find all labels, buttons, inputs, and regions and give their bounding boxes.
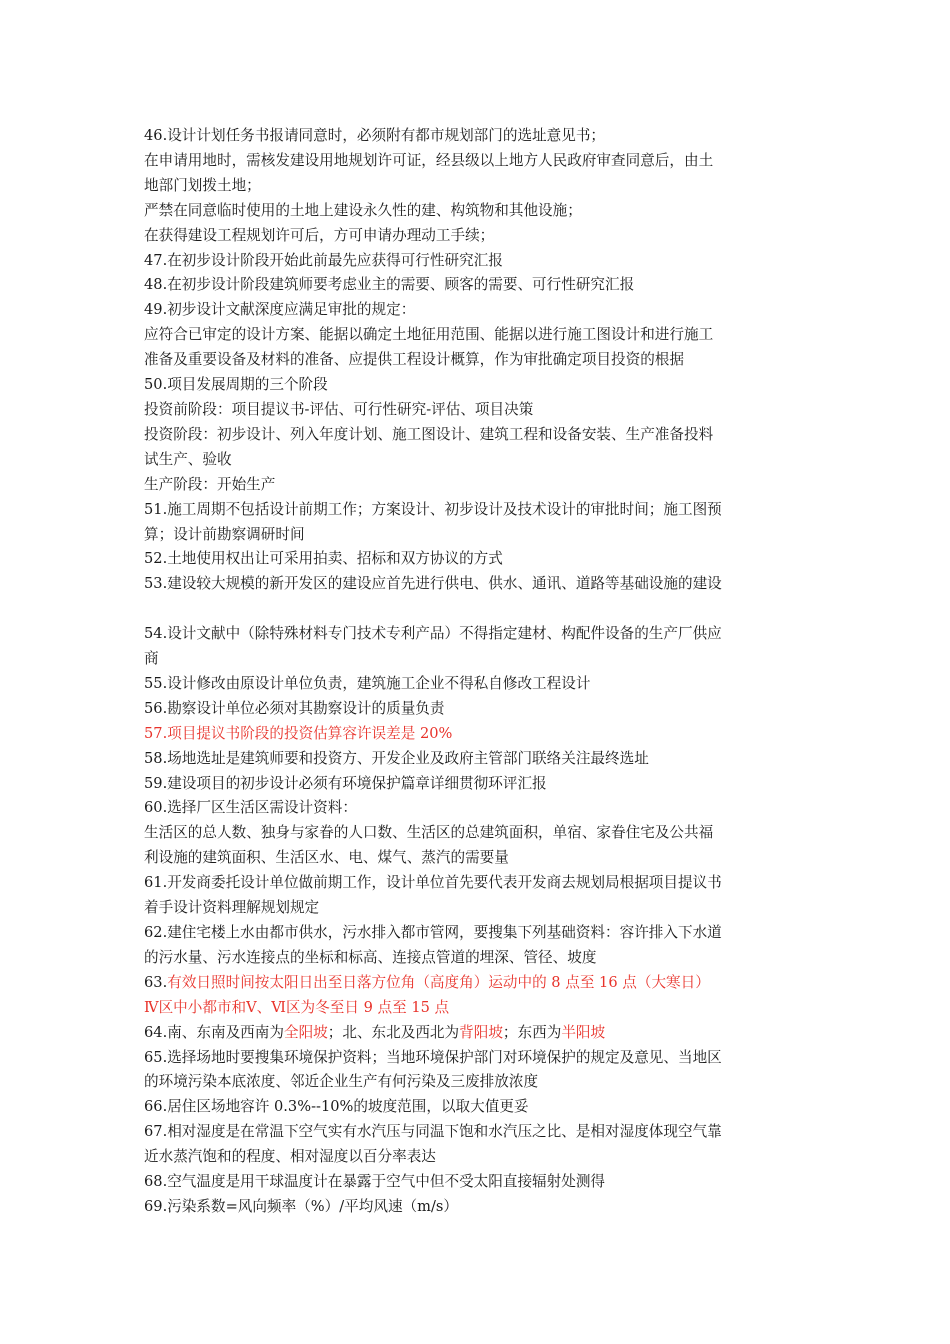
text-segment: 48.在初步设计阶段建筑师要考虑业主的需要、顾客的需要、可行性研究汇报 [144, 276, 635, 294]
text-segment: 在获得建设工程规划许可后，方可申请办理动工手续； [144, 226, 495, 244]
text-segment: 的污水量、污水连接点的坐标和标高、连接点管道的埋深、管径、坡度 [144, 948, 597, 966]
text-line [144, 871, 808, 896]
text-line [144, 373, 808, 398]
text-segment: 的环境污染本底浓度、邻近企业生产有何污染及三废排放浓度 [144, 1073, 539, 1091]
text-line [144, 622, 808, 647]
highlighted-text: 背阳坡 [459, 1023, 503, 1041]
text-segment: ；北、东北及西北为 [327, 1023, 460, 1041]
highlighted-text: Ⅳ区中小都市和Ⅴ、Ⅵ区为冬至日 9 点至 15 点 [144, 998, 450, 1016]
text-line [144, 124, 808, 149]
text-segment: 53.建设较大规模的新开发区的建设应首先进行供电、供水、通讯、道路等基础设施的建设 [144, 575, 722, 593]
blank-line [144, 597, 808, 622]
text-line [144, 473, 808, 498]
highlighted-text: 全阳坡 [283, 1023, 328, 1041]
highlighted-text: 有效日照时间按太阳日出至日落方位角（高度角）运动中的 8 点至 16 点（大寒日） [167, 973, 710, 991]
text-segment: 46.设计计划任务书报请同意时，必须附有都市规划部门的选址意见书； [144, 127, 606, 144]
text-segment: 生活区的总人数、独身与家眷的人口数、生活区的总建筑面积，单宿、家眷住宅及公共福 [144, 824, 714, 842]
text-line [144, 398, 808, 423]
document-page [144, 124, 808, 1220]
text-segment: 60.选择厂区生活区需设计资料： [144, 799, 357, 817]
text-segment: 56.勘察设计单位必须对其勘察设计的质量负责 [144, 699, 445, 717]
text-line [144, 996, 808, 1021]
text-segment: ；东西为 [502, 1023, 562, 1041]
text-segment: 54.设计文献中（除特殊材料专门技术专利产品）不得指定建材、构配件设备的生产厂供应 [144, 625, 722, 643]
text-line [144, 298, 808, 323]
text-line [144, 423, 808, 448]
text-line [144, 523, 808, 548]
text-line [144, 149, 808, 174]
highlighted-text: 项目提议书阶段的投资估算容许误差是 20% [167, 724, 453, 742]
text-segment: 51.施工周期不包括设计前期工作；方案设计、初步设计及技术设计的审批时间；施工图预 [144, 500, 722, 518]
text-line [144, 697, 808, 722]
text-segment: 61.开发商委托设计单位做前期工作，设计单位首先要代表开发商去规划局根据项目提议书 [144, 874, 722, 892]
text-line [144, 448, 808, 473]
text-line [144, 199, 808, 224]
text-segment: 在申请用地时，需核发建设用地规划许可证，经县级以上地方人民政府审查同意后，由土 [144, 151, 714, 169]
text-segment: 50.项目发展周期的三个阶段 [144, 376, 328, 394]
text-line [144, 946, 808, 971]
text-line [144, 921, 808, 946]
text-segment: 66.居住区场地容许 0.3%--10%的坡度范围，以取大值更妥 [144, 1098, 529, 1116]
text-segment: 利设施的建筑面积、生活区水、电、煤气、蒸汽的需要量 [144, 849, 509, 867]
text-line [144, 971, 808, 996]
text-line [144, 896, 808, 921]
text-segment: 67.相对湿度是在常温下空气实有水汽压与同温下饱和水汽压之比、是相对湿度体现空气靠 [144, 1123, 722, 1141]
text-segment: 投资阶段：初步设计、列入年度计划、施工图设计、建筑工程和设备安装、生产准备投料 [144, 425, 714, 443]
text-segment: 69.污染系数=风向频率（%）/平均风速（m/s） [144, 1197, 458, 1215]
text-segment: 投资前阶段：项目提议书-评估、可行性研究-评估、项目决策 [144, 400, 534, 418]
text-segment: 近水蒸汽饱和的程度、相对湿度以百分率表达 [144, 1148, 436, 1166]
text-segment: 着手设计资料理解规划规定 [144, 899, 320, 917]
text-segment: 严禁在同意临时使用的土地上建设永久性的建、构筑物和其他设施； [144, 201, 582, 219]
text-line [144, 821, 808, 846]
text-line [144, 174, 808, 199]
text-segment: 47.在初步设计阶段开始此前最先应获得可行性研究汇报 [144, 251, 503, 269]
text-line [144, 722, 808, 747]
text-line [144, 1070, 808, 1095]
text-segment: 应符合已审定的设计方案、能据以确定土地征用范围、能据以进行施工图设计和进行施工 [144, 326, 714, 344]
text-line [144, 249, 808, 274]
text-segment: 生产阶段：开始生产 [144, 475, 276, 493]
text-line [144, 1170, 808, 1195]
highlighted-text: 半阳坡 [561, 1023, 606, 1041]
text-segment: 算；设计前勘察调研时间 [144, 525, 305, 543]
text-segment: 试生产、验收 [144, 450, 232, 468]
text-line [144, 647, 808, 672]
text-segment: 准备及重要设备及材料的准备、应提供工程设计概算，作为审批确定项目投资的根据 [144, 351, 684, 369]
text-line [144, 224, 808, 249]
text-line [144, 747, 808, 772]
text-line [144, 1021, 808, 1046]
text-line [144, 846, 808, 871]
text-line [144, 572, 808, 597]
text-line [144, 273, 808, 298]
text-segment: 63. [144, 973, 168, 991]
text-line [144, 1195, 808, 1220]
text-segment: 49.初步设计文献深度应满足审批的规定： [144, 301, 416, 319]
text-segment: 55.设计修改由原设计单位负责，建筑施工企业不得私自修改工程设计 [144, 674, 591, 692]
text-segment: 58.场地选址是建筑师要和投资方、开发企业及政府主管部门联络关注最终选址 [144, 749, 649, 767]
text-line [144, 547, 808, 572]
highlighted-text: 57. [144, 724, 168, 742]
text-segment: 64.南、东南及西南为 [144, 1023, 284, 1041]
text-line [144, 1046, 808, 1071]
text-line [144, 772, 808, 797]
text-line [144, 1120, 808, 1145]
text-segment: 59.建设项目的初步设计必须有环境保护篇章详细贯彻环评汇报 [144, 774, 547, 792]
text-line [144, 348, 808, 373]
text-segment: 65.选择场地时要搜集环境保护资料；当地环境保护部门对环境保护的规定及意见、当地区 [144, 1048, 722, 1066]
text-segment: 地部门划拨土地； [144, 176, 261, 194]
text-line [144, 323, 808, 348]
text-segment: 52.土地使用权出让可采用拍卖、招标和双方协议的方式 [144, 550, 503, 568]
text-line [144, 1145, 808, 1170]
text-segment: 68.空气温度是用干球温度计在暴露于空气中但不受太阳直接辐射处测得 [144, 1173, 606, 1191]
text-line [144, 498, 808, 523]
text-line [144, 1095, 808, 1120]
text-line [144, 796, 808, 821]
text-segment: 62.建住宅楼上水由都市供水，污水排入都市管网，要搜集下列基础资料：容许排入下水道 [144, 923, 722, 941]
text-line [144, 672, 808, 697]
text-segment: 商 [144, 650, 159, 668]
